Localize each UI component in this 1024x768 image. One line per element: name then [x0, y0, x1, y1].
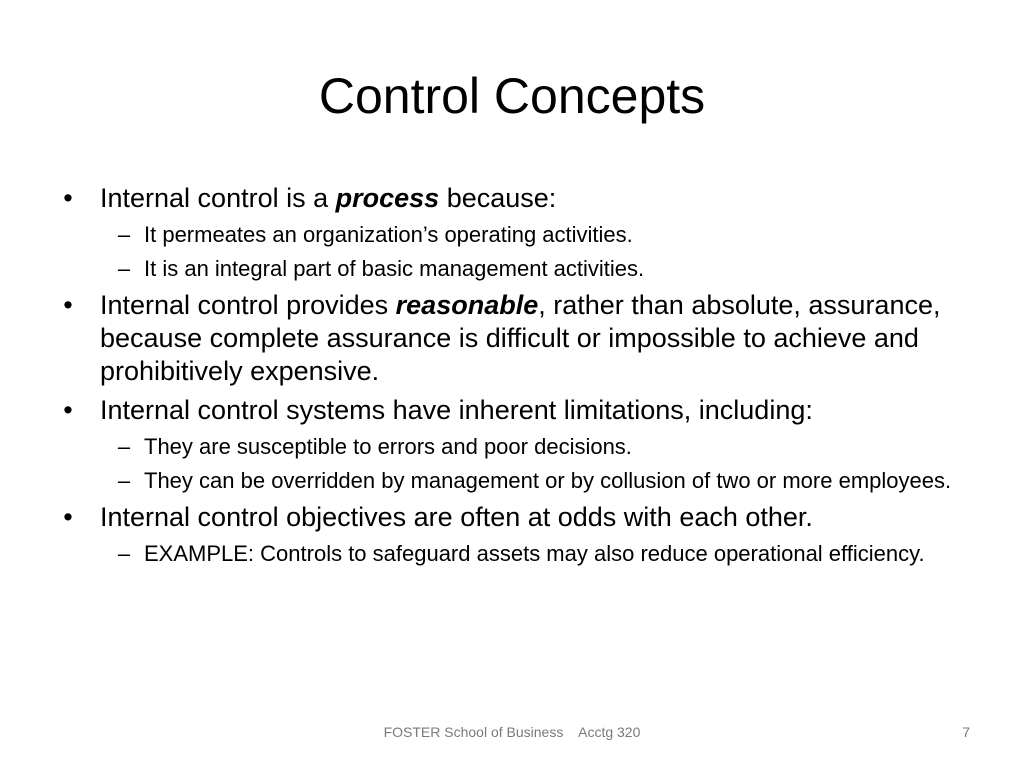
sub-list [58, 540, 968, 567]
sub-bullet-text: It permeates an organization’s operating activities. [144, 222, 633, 247]
sub-bullet-text: They can be overridden by management or by collusion of two or more employees. [144, 468, 952, 493]
slide-title: Control Concepts [318, 68, 706, 124]
sub-bullet-item [58, 433, 968, 460]
dash-marker: – [117, 434, 131, 459]
sub-bullet-item [58, 221, 968, 248]
bullet-item [58, 394, 968, 427]
bullet-marker: • [63, 290, 73, 320]
page-number: 7 [962, 724, 970, 740]
slide-body [58, 182, 968, 574]
sub-list [58, 221, 968, 282]
bullet-text: Internal control is a process because: [100, 183, 557, 213]
sub-bullet-item [58, 255, 968, 282]
sub-bullet-item [58, 467, 968, 494]
sub-list [58, 433, 968, 494]
sub-bullet-text: They are susceptible to errors and poor decisions. [144, 434, 632, 459]
bullet-marker: • [63, 502, 73, 532]
emphasis-text: reasonable [395, 290, 539, 320]
dash-marker: – [117, 468, 131, 493]
sub-bullet-text: EXAMPLE: Controls to safeguard assets may also reduce operational efficiency. [144, 541, 925, 566]
dash-marker: – [117, 541, 131, 566]
bullet-marker: • [63, 395, 73, 425]
dash-marker: – [117, 222, 131, 247]
bullet-item [58, 501, 968, 534]
bullet-text: Internal control provides reasonable, rather than absolute, assurance, because complete assurance is difficult or impossible to achieve and prohibitively expensive. [100, 290, 941, 386]
bullet-item [58, 289, 968, 388]
bullet-item [58, 182, 968, 215]
dash-marker: – [117, 256, 131, 281]
bullet-text: Internal control objectives are often at odds with each other. [100, 502, 813, 532]
slide-footer: FOSTER School of Business Acctg 320 [383, 724, 641, 740]
emphasis-text: process [335, 183, 440, 213]
bullet-marker: • [63, 183, 73, 213]
sub-bullet-item [58, 540, 968, 567]
sub-bullet-text: It is an integral part of basic management activities. [144, 256, 645, 281]
bullet-text: Internal control systems have inherent limitations, including: [100, 395, 813, 425]
